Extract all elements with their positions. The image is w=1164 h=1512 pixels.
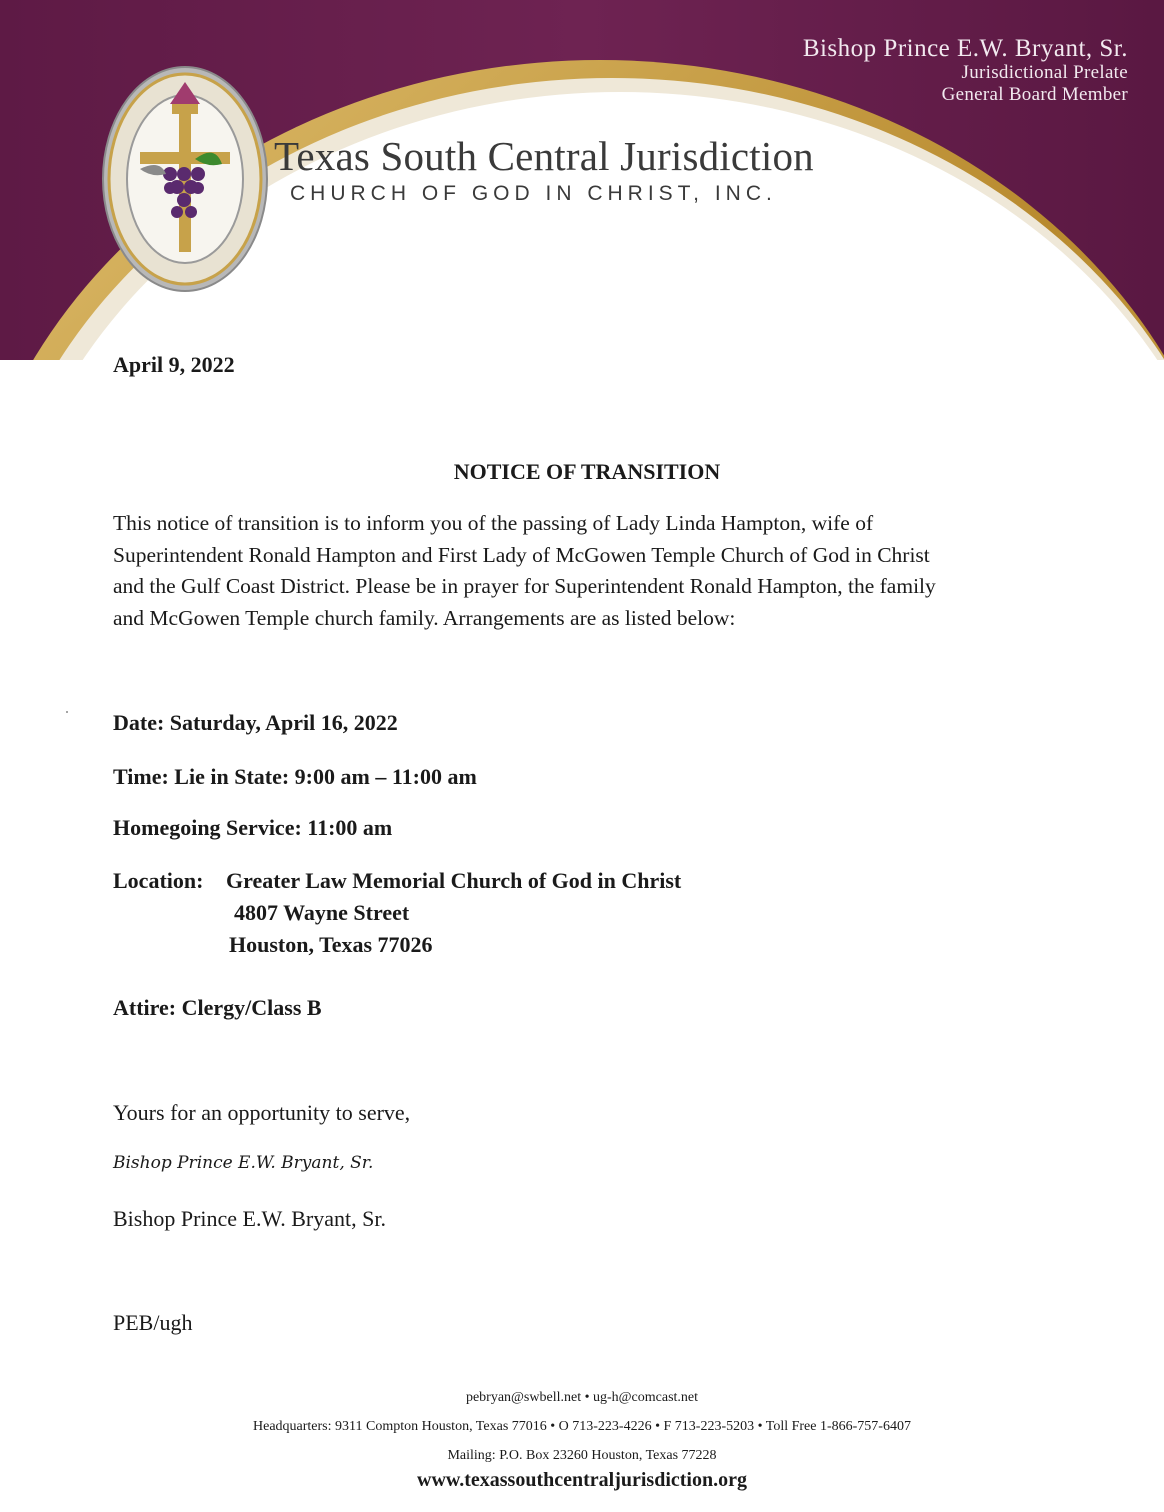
body-line: This notice of transition is to inform you of the passing of Lady Linda Hampton, wife of	[113, 511, 874, 535]
prelate-role: General Board Member	[941, 84, 1128, 105]
closing-line: Yours for an opportunity to serve,	[113, 1100, 411, 1125]
body-line: Superintendent Ronald Hampton and First Lady of McGowen Temple Church of God in Christ	[113, 542, 930, 567]
footer-website[interactable]: www.texassouthcentraljurisdiction.org	[417, 1469, 747, 1491]
attire: Attire: Clergy/Class B	[113, 995, 322, 1020]
footer-mailing: Mailing: P.O. Box 23260 Houston, Texas 77228	[447, 1448, 717, 1463]
scan-speck	[66, 711, 68, 713]
location-label: Location:	[113, 868, 204, 893]
letter-body	[113, 508, 1073, 634]
footer-emails: pebryan@swbell.net • ug-h@comcast.net	[465, 1390, 699, 1405]
prelate-block	[803, 36, 1128, 106]
footer-headquarters: Headquarters: 9311 Compton Houston, Texas 77016 • O 713-223-4226 • F 713-223-5203 • Toll Free 1-866-757-6407	[253, 1419, 911, 1434]
body-line: and McGowen Temple church family. Arrangements are as listed below:	[113, 605, 736, 630]
typist-initials: PEB/ugh	[113, 1310, 193, 1335]
signer-name: Bishop Prince E.W. Bryant, Sr.	[113, 1206, 386, 1231]
homegoing-service-time: Homegoing Service: 11:00 am	[113, 815, 393, 840]
organization-name: Texas South Central Jurisdiction	[274, 133, 814, 179]
letter-title: NOTICE OF TRANSITION	[453, 459, 721, 484]
letter-date: April 9, 2022	[113, 352, 235, 377]
prelate-title: Jurisdictional Prelate	[961, 62, 1128, 83]
location-name: Greater Law Memorial Church of God in Christ	[226, 868, 682, 893]
location-street: 4807 Wayne Street	[234, 900, 410, 925]
organization-subtitle: CHURCH OF GOD IN CHRIST, INC.	[290, 182, 777, 205]
viewing-time: Time: Lie in State: 9:00 am – 11:00 am	[113, 764, 477, 789]
body-line: and the Gulf Coast District. Please be in prayer for Superintendent Ronald Hampton, the family	[113, 574, 936, 598]
church-seal-logo	[100, 64, 270, 294]
prelate-name: Bishop Prince E.W. Bryant, Sr.	[802, 35, 1128, 62]
location-city: Houston, Texas 77026	[229, 932, 433, 957]
signature: Bishop Prince E.W. Bryant, Sr.	[113, 1153, 374, 1173]
service-date: Date: Saturday, April 16, 2022	[113, 710, 398, 735]
